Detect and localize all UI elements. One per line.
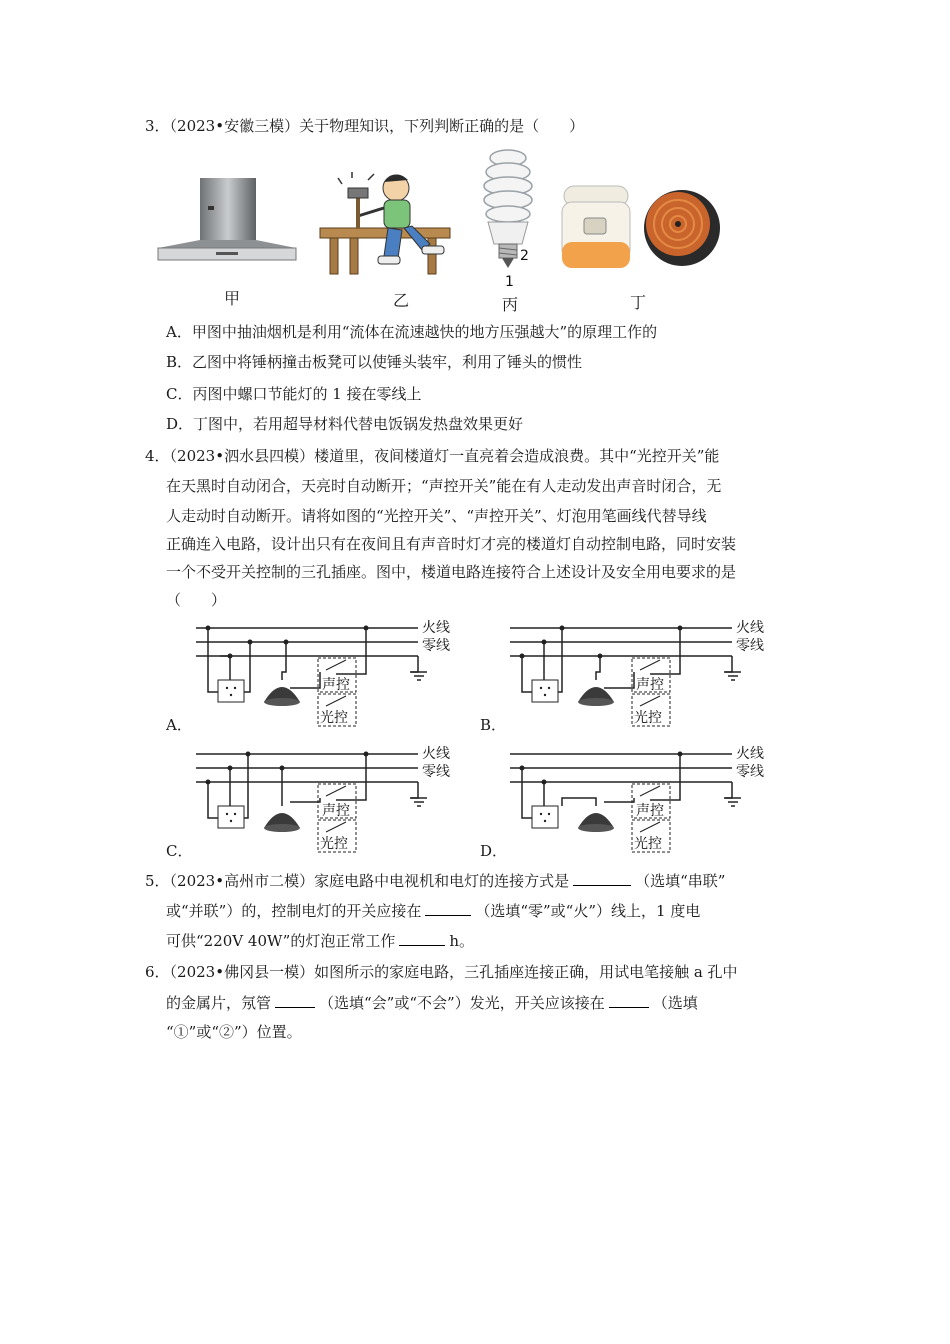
circuit-d-neutral-label: 零线	[736, 764, 764, 780]
bulb-label-2: 2	[520, 248, 529, 264]
q6-line-1: 6．（2023•佛冈县一模）如图所示的家庭电路，三孔插座连接正确，用试电笔接触 a 孔中	[145, 963, 738, 981]
q5-text-3a: 可供“220V 40W”的灯泡正常工作	[166, 932, 396, 950]
q6-line-3: “①”或“②”）位置。	[166, 1023, 302, 1041]
q5-text-1a: 5．（2023•高州市二模）家庭电路中电视机和电灯的连接方式是	[145, 872, 570, 890]
q5-text-2b: （选填“零”或“火”）线上，1 度电	[475, 902, 701, 920]
caption-jia: 甲	[224, 289, 241, 308]
q5-blank-1[interactable]	[573, 870, 631, 886]
q5-line-1	[145, 870, 725, 891]
circuit-d	[504, 740, 774, 856]
circuit-b-neutral-label: 零线	[736, 638, 764, 654]
circuit-b-light-label: 光控	[634, 710, 662, 726]
q5-blank-3[interactable]	[399, 930, 445, 946]
q4-line-6: （ ）	[166, 591, 227, 609]
q3-option-b: B．乙图中将锤柄撞击板凳可以使锤头装牢，利用了锤头的惯性	[166, 353, 583, 371]
q6-text-2c: （选填	[652, 994, 698, 1012]
circuit-a	[190, 614, 460, 730]
caption-yi: 乙	[393, 291, 410, 310]
circuit-b-live-label: 火线	[736, 620, 764, 636]
circuit-a-neutral-label: 零线	[422, 638, 450, 654]
range-hood-image	[156, 178, 298, 270]
caption-bing: 丙	[502, 295, 519, 314]
circuit-b-option: B．	[480, 716, 507, 734]
circuit-d-sound-label: 声控	[636, 803, 664, 819]
circuit-c-neutral-label: 零线	[422, 764, 450, 780]
q4-line-4: 正确连入电路，设计出只有在夜间且有声音时灯才亮的楼道灯自动控制电路，同时安装	[166, 535, 737, 553]
q5-line-3	[166, 930, 474, 951]
circuit-d-live-label: 火线	[736, 746, 764, 762]
rice-cooker-image	[558, 178, 720, 274]
circuit-a-live-label: 火线	[422, 620, 450, 636]
q5-line-2	[166, 900, 700, 921]
circuit-b-sound-label: 声控	[636, 677, 664, 693]
circuit-d-option: D．	[480, 842, 508, 860]
circuit-a-option: A．	[166, 716, 192, 734]
caption-ding: 丁	[630, 293, 647, 312]
circuit-a-sound-label: 声控	[322, 677, 350, 693]
circuit-c-live-label: 火线	[422, 746, 450, 762]
q6-line-2	[166, 992, 698, 1013]
q5-text-1b: （选填“串联”	[635, 872, 726, 890]
circuit-c-sound-label: 声控	[322, 803, 350, 819]
hammer-bench-image	[318, 166, 454, 278]
q6-text-2a: 的金属片，氖管	[166, 994, 272, 1012]
q3-option-c: C．丙图中螺口节能灯的 1 接在零线上	[166, 385, 422, 403]
circuit-a-light-label: 光控	[320, 710, 348, 726]
q4-line-1: 4．（2023•泗水县四模）楼道里，夜间楼道灯一直亮着会造成浪费。其中“光控开关”能	[145, 447, 720, 465]
q6-blank-2[interactable]	[609, 992, 649, 1008]
q5-text-2a: 或“并联”）的，控制电灯的开关应接在	[166, 902, 422, 920]
circuit-d-light-label: 光控	[634, 836, 662, 852]
q3-option-a: A．甲图中抽油烟机是利用“流体在流速越快的地方压强越大”的原理工作的	[166, 323, 658, 341]
circuit-c	[190, 740, 460, 856]
q6-text-2b: （选填“会”或“不会”）发光，开关应该接在	[319, 994, 605, 1012]
circuit-c-light-label: 光控	[320, 836, 348, 852]
q5-text-3b: h。	[449, 932, 475, 950]
bulb-label-1: 1	[505, 274, 514, 288]
q3-option-d: D．丁图中，若用超导材料代替电饭锅发热盘效果更好	[166, 415, 524, 433]
circuit-c-option: C．	[166, 842, 193, 860]
q4-line-2: 在天黑时自动闭合，天亮时自动断开；“声控开关”能在有人走动发出声音时闭合，无	[166, 477, 722, 495]
q4-line-3: 人走动时自动断开。请将如图的“光控开关”、“声控开关”、灯泡用笔画线代替导线	[166, 507, 707, 525]
q6-blank-1[interactable]	[275, 992, 315, 1008]
q4-line-5: 一个不受开关控制的三孔插座。图中，楼道电路连接符合上述设计及安全用电要求的是	[166, 563, 737, 581]
q3-stem: 3．（2023•安徽三模）关于物理知识，下列判断正确的是（ ）	[145, 117, 585, 135]
q5-blank-2[interactable]	[425, 900, 471, 916]
circuit-b	[504, 614, 774, 730]
spiral-bulb-image	[474, 148, 542, 288]
